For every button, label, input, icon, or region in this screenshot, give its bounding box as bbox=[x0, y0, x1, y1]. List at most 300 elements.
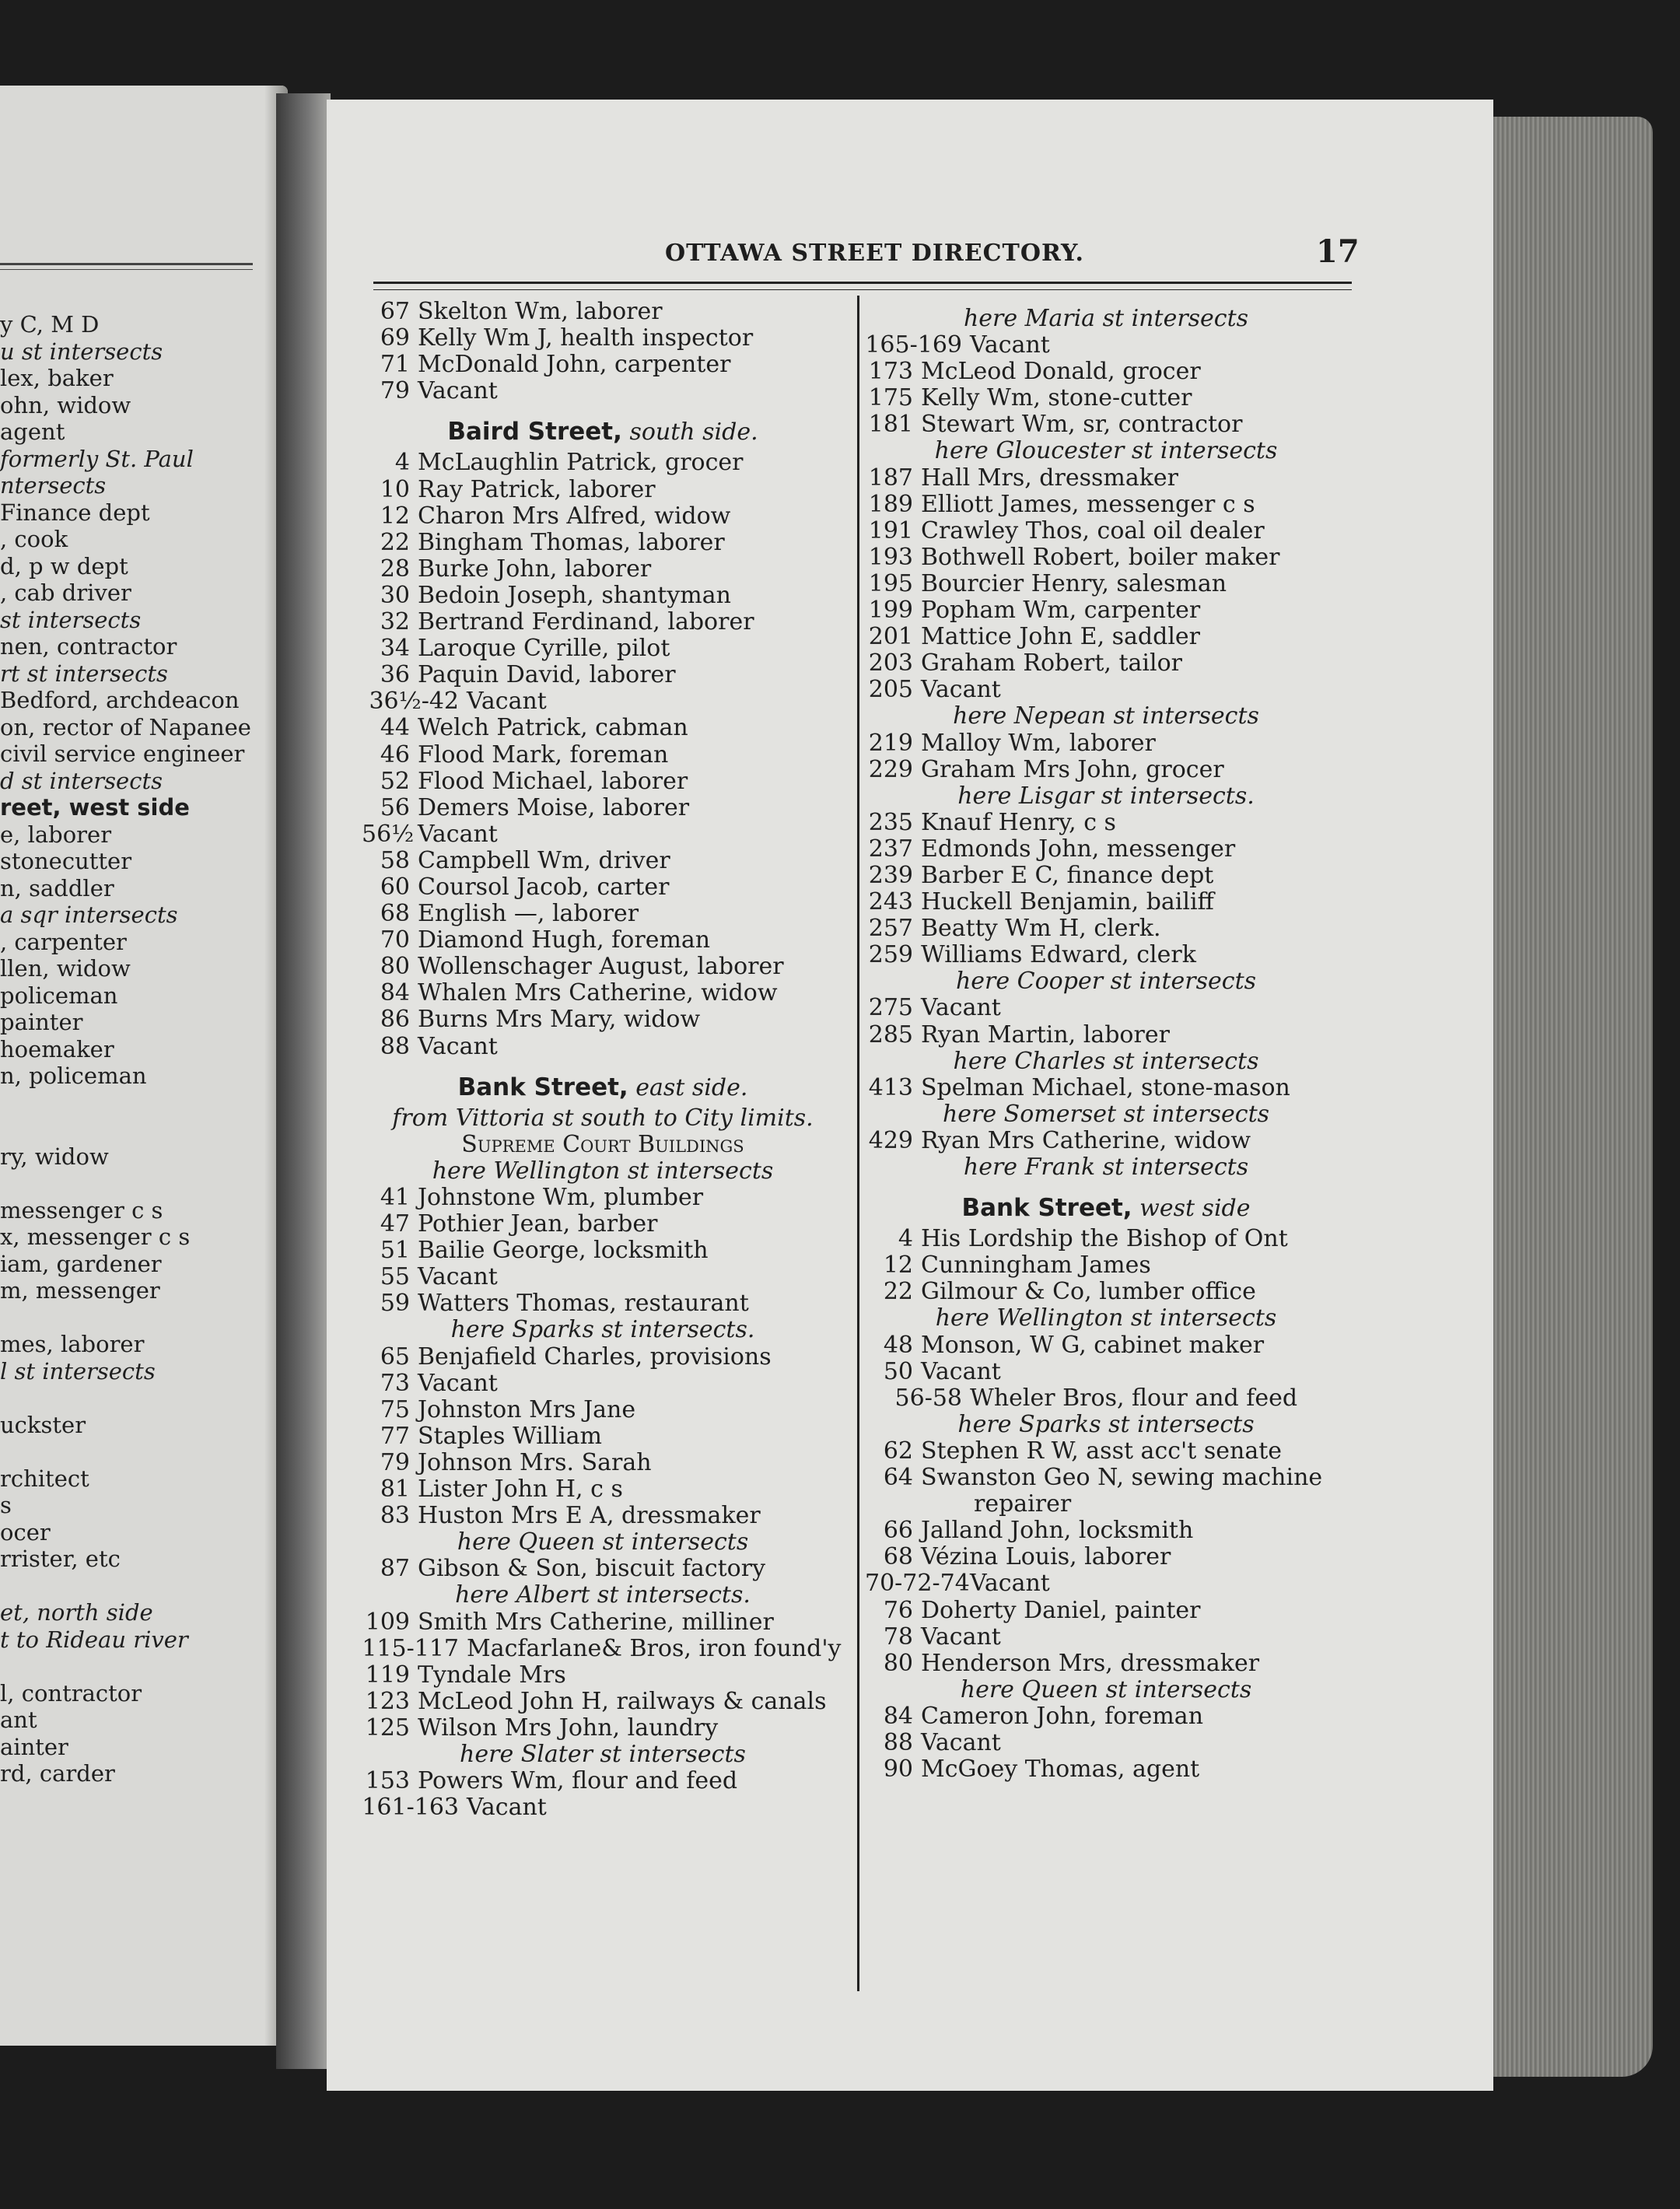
resident-name: Bingham Thomas, laborer bbox=[418, 528, 725, 556]
house-number: 257 bbox=[868, 915, 913, 943]
resident-name: Graham Robert, tailor bbox=[921, 649, 1182, 677]
resident-name: Wollenschager August, laborer bbox=[418, 953, 784, 981]
house-number: 71 bbox=[380, 351, 410, 379]
house-number: 201 bbox=[868, 623, 913, 651]
directory-entry bbox=[865, 1252, 1347, 1279]
house-number: 32 bbox=[380, 608, 410, 636]
fragment-line: rd, carder bbox=[0, 1760, 115, 1787]
house-number: 161-163 bbox=[362, 1794, 459, 1822]
column-divider bbox=[857, 296, 859, 1991]
house-number: 88 bbox=[380, 1032, 410, 1060]
street-heading bbox=[362, 418, 844, 445]
resident-name: His Lordship the Bishop of Ont bbox=[921, 1225, 1288, 1253]
house-number: 4 bbox=[898, 1225, 913, 1253]
directory-entry bbox=[865, 544, 1347, 571]
resident-name: Vacant bbox=[467, 688, 547, 716]
resident-name: Burns Mrs Mary, widow bbox=[418, 1006, 701, 1034]
fragment-line bbox=[0, 1170, 264, 1197]
resident-name: McGoey Thomas, agent bbox=[921, 1756, 1200, 1784]
street-name: Baird Street, bbox=[447, 418, 622, 446]
house-number: 68 bbox=[883, 1543, 913, 1571]
intersection-note: here Queen st intersects bbox=[960, 1675, 1252, 1703]
house-number: 56½ bbox=[362, 820, 415, 848]
house-number: 191 bbox=[868, 516, 913, 544]
resident-name: Vacant bbox=[418, 1032, 498, 1060]
house-number: 205 bbox=[868, 676, 913, 704]
left-column bbox=[362, 299, 844, 1821]
house-number: 44 bbox=[380, 714, 410, 742]
directory-entry bbox=[865, 1465, 1347, 1491]
house-number: 34 bbox=[380, 635, 410, 663]
fragment-line bbox=[0, 1653, 264, 1680]
intersection-note: here Wellington st intersects bbox=[935, 1304, 1277, 1332]
house-number: 56-58 bbox=[894, 1384, 962, 1412]
fragment-line: policeman bbox=[0, 982, 118, 1009]
directory-entry bbox=[362, 1211, 844, 1238]
house-number: 275 bbox=[868, 994, 913, 1022]
resident-name: Flood Mark, foreman bbox=[418, 740, 669, 768]
house-number: 59 bbox=[380, 1290, 410, 1318]
directory-entry bbox=[362, 715, 844, 741]
fragment-line: ry, widow bbox=[0, 1143, 109, 1170]
fragment-line: Finance dept bbox=[0, 499, 150, 526]
resident-name: Gibson & Son, biscuit factory bbox=[418, 1555, 766, 1583]
fragment-line bbox=[0, 1090, 264, 1117]
fragment-line: Bedford, archdeacon bbox=[0, 687, 240, 713]
house-number: 81 bbox=[380, 1476, 410, 1504]
house-number: 80 bbox=[883, 1649, 913, 1677]
resident-name: Bailie George, locksmith bbox=[418, 1237, 709, 1265]
house-number: 195 bbox=[868, 569, 913, 597]
house-number: 235 bbox=[868, 808, 913, 836]
resident-name: Hall Mrs, dressmaker bbox=[921, 464, 1178, 492]
resident-name: Burke John, laborer bbox=[418, 555, 652, 583]
left-header-rule-thin bbox=[0, 269, 253, 270]
directory-entry bbox=[865, 1022, 1347, 1048]
street-side: west side bbox=[1139, 1195, 1251, 1223]
directory-entry bbox=[865, 810, 1347, 836]
house-number: 50 bbox=[883, 1357, 913, 1385]
resident-name: Jalland John, locksmith bbox=[921, 1517, 1194, 1545]
directory-entry bbox=[362, 874, 844, 901]
house-number: 285 bbox=[868, 1020, 913, 1048]
resident-name: Coursol Jacob, carter bbox=[418, 873, 670, 901]
house-number: 36 bbox=[380, 661, 410, 689]
resident-name: Lister John H, c s bbox=[418, 1476, 623, 1504]
fragment-line: nen, contractor bbox=[0, 633, 177, 660]
directory-entry bbox=[362, 742, 844, 768]
fragment-line: a sqr intersects bbox=[0, 901, 178, 928]
fragment-line: n, policeman bbox=[0, 1062, 147, 1089]
fragment-line: agent bbox=[0, 418, 65, 445]
directory-entry bbox=[362, 1344, 844, 1371]
house-number: 84 bbox=[883, 1702, 913, 1730]
house-number: 12 bbox=[380, 502, 410, 530]
directory-entry bbox=[362, 927, 844, 954]
resident-name: Macfarlane& Bros, iron found'y bbox=[467, 1634, 842, 1662]
house-number: 73 bbox=[380, 1369, 410, 1397]
directory-entry bbox=[362, 1034, 844, 1060]
intersection-note: here Somerset st intersects bbox=[942, 1100, 1270, 1128]
house-number: 239 bbox=[868, 861, 913, 889]
directory-entry bbox=[865, 359, 1347, 385]
directory-entry bbox=[865, 385, 1347, 411]
directory-entry bbox=[362, 1371, 844, 1397]
intersection-note: here Queen st intersects bbox=[457, 1528, 749, 1556]
resident-name: Wheler Bros, flour and feed bbox=[970, 1384, 1298, 1412]
house-number: 109 bbox=[365, 1608, 410, 1636]
house-number: 52 bbox=[380, 767, 410, 795]
resident-name: Cameron John, foreman bbox=[921, 1702, 1204, 1730]
fragment-line bbox=[0, 1116, 264, 1143]
street-range-note: from Vittoria st south to City limits. bbox=[392, 1104, 814, 1132]
resident-name: Vacant bbox=[418, 1263, 498, 1291]
house-number: 4 bbox=[394, 449, 410, 477]
header-rule-thick bbox=[373, 282, 1352, 284]
fragment-line: u st intersects bbox=[0, 338, 163, 365]
house-number: 203 bbox=[868, 649, 913, 677]
resident-name: McDonald John, carpenter bbox=[418, 351, 731, 379]
directory-entry bbox=[362, 848, 844, 874]
fragment-line: ntersects bbox=[0, 472, 107, 499]
directory-entry bbox=[865, 836, 1347, 863]
fragment-line: ant bbox=[0, 1707, 37, 1733]
directory-entry bbox=[362, 1794, 844, 1821]
book-spine-shadow bbox=[276, 93, 331, 2069]
fragment-line bbox=[0, 1573, 264, 1600]
house-number: 47 bbox=[380, 1210, 410, 1238]
directory-entry bbox=[865, 863, 1347, 889]
directory-entry bbox=[362, 1636, 844, 1662]
resident-name: Spelman Michael, stone-mason bbox=[921, 1073, 1290, 1101]
directory-entry bbox=[865, 677, 1347, 703]
house-number: 46 bbox=[380, 740, 410, 768]
directory-entry bbox=[865, 1756, 1347, 1783]
directory-entry bbox=[362, 1609, 844, 1636]
directory-entry bbox=[865, 1544, 1347, 1570]
resident-name: Doherty Daniel, painter bbox=[921, 1596, 1201, 1624]
intersection-note: here Gloucester st intersects bbox=[934, 437, 1278, 465]
directory-entry bbox=[362, 688, 844, 715]
intersection-note: here Sparks st intersects bbox=[957, 1410, 1255, 1438]
fragment-line: llen, widow bbox=[0, 955, 131, 982]
house-number: 78 bbox=[883, 1623, 913, 1651]
directory-entry bbox=[362, 1185, 844, 1211]
directory-entry bbox=[865, 1624, 1347, 1651]
resident-name: Diamond Hugh, foreman bbox=[418, 926, 711, 954]
fragment-line: , carpenter bbox=[0, 928, 127, 955]
fragment-line: lex, baker bbox=[0, 365, 114, 391]
house-number: 67 bbox=[380, 298, 410, 325]
directory-entry bbox=[362, 530, 844, 556]
directory-entry bbox=[362, 795, 844, 821]
street-side: south side. bbox=[629, 418, 758, 446]
directory-entry bbox=[362, 1397, 844, 1423]
house-number: 75 bbox=[380, 1395, 410, 1423]
resident-name: Ryan Mrs Catherine, widow bbox=[921, 1126, 1251, 1154]
house-number: 55 bbox=[380, 1263, 410, 1291]
intersection-note: here Sparks st intersects. bbox=[450, 1316, 755, 1344]
house-number: 79 bbox=[380, 377, 410, 405]
resident-name: McLeod Donald, grocer bbox=[921, 358, 1201, 386]
resident-name: Johnston Mrs Jane bbox=[418, 1395, 636, 1423]
intersection-note: here Wellington st intersects bbox=[432, 1157, 774, 1185]
fragment-line: formerly St. Paul bbox=[0, 445, 194, 472]
resident-name: Williams Edward, clerk bbox=[921, 941, 1196, 969]
resident-name: Vacant bbox=[921, 676, 1001, 704]
directory-entry bbox=[865, 995, 1347, 1021]
fragment-line: , cab driver bbox=[0, 579, 131, 606]
resident-name: English —, laborer bbox=[418, 900, 639, 928]
house-number: 173 bbox=[868, 358, 913, 386]
directory-entry bbox=[865, 1226, 1347, 1252]
fragment-line: mes, laborer bbox=[0, 1331, 145, 1357]
resident-name: Bertrand Ferdinand, laborer bbox=[418, 608, 754, 636]
house-number: 56 bbox=[380, 793, 410, 821]
street-name: Bank Street, bbox=[961, 1194, 1132, 1223]
resident-name: Smith Mrs Catherine, milliner bbox=[418, 1608, 774, 1636]
resident-name: Huckell Benjamin, bailiff bbox=[921, 888, 1214, 916]
directory-entry bbox=[865, 1359, 1347, 1385]
house-number: 30 bbox=[380, 581, 410, 609]
fragment-line: s bbox=[0, 1492, 12, 1518]
house-number: 64 bbox=[883, 1464, 913, 1492]
resident-name: Kelly Wm J, health inspector bbox=[418, 324, 754, 352]
intersection-note: here Charles st intersects bbox=[953, 1047, 1259, 1075]
resident-name: Kelly Wm, stone-cutter bbox=[921, 384, 1192, 412]
house-number: 10 bbox=[380, 475, 410, 503]
resident-name: McLaughlin Patrick, grocer bbox=[418, 449, 744, 477]
resident-name: Pothier Jean, barber bbox=[418, 1210, 658, 1238]
resident-name: Henderson Mrs, dressmaker bbox=[921, 1649, 1260, 1677]
house-number: 125 bbox=[365, 1714, 410, 1742]
resident-name: Knauf Henry, c s bbox=[921, 808, 1116, 836]
house-number: 84 bbox=[380, 979, 410, 1007]
resident-name: Skelton Wm, laborer bbox=[418, 298, 663, 325]
fragment-line: ohn, widow bbox=[0, 391, 131, 418]
directory-entry bbox=[362, 1662, 844, 1689]
directory-entry bbox=[362, 503, 844, 530]
intersection-note: here Frank st intersects bbox=[963, 1154, 1249, 1181]
resident-name: Bothwell Robert, boiler maker bbox=[921, 543, 1280, 571]
directory-entry bbox=[362, 954, 844, 980]
resident-name: Stephen R W, asst acc't senate bbox=[921, 1437, 1283, 1465]
resident-name: Swanston Geo N, sewing machine bbox=[921, 1464, 1323, 1492]
house-number: 76 bbox=[883, 1596, 913, 1624]
house-number: 77 bbox=[380, 1422, 410, 1450]
left-page-fragment bbox=[0, 86, 288, 2046]
fragment-line bbox=[0, 1438, 264, 1465]
house-number: 175 bbox=[868, 384, 913, 412]
house-number: 58 bbox=[380, 846, 410, 874]
house-number: 12 bbox=[883, 1252, 913, 1280]
page-stack-edge bbox=[1482, 117, 1653, 2077]
directory-entry bbox=[865, 411, 1347, 438]
fragment-line: hoemaker bbox=[0, 1035, 114, 1062]
house-number: 69 bbox=[380, 324, 410, 352]
house-number: 65 bbox=[380, 1343, 410, 1371]
house-number: 68 bbox=[380, 900, 410, 928]
house-number: 87 bbox=[380, 1555, 410, 1583]
resident-name: Campbell Wm, driver bbox=[418, 846, 670, 874]
resident-name: Vacant bbox=[921, 1623, 1001, 1651]
fragment-line: t to Rideau river bbox=[0, 1626, 188, 1653]
house-number: 153 bbox=[365, 1767, 410, 1795]
right-column bbox=[865, 306, 1347, 1783]
resident-name: Vacant bbox=[921, 994, 1001, 1022]
fragment-line: rchitect bbox=[0, 1465, 89, 1492]
house-number: 83 bbox=[380, 1502, 410, 1530]
fragment-line: ainter bbox=[0, 1733, 68, 1760]
directory-entry bbox=[865, 1332, 1347, 1359]
house-number: 28 bbox=[380, 555, 410, 583]
resident-name: McLeod John H, railways & canals bbox=[418, 1687, 827, 1715]
fragment-line: stonecutter bbox=[0, 848, 132, 874]
directory-entry bbox=[865, 492, 1347, 518]
resident-name: Monson, W G, cabinet maker bbox=[921, 1331, 1265, 1359]
directory-entry bbox=[362, 1423, 844, 1450]
resident-name: Gilmour & Co, lumber office bbox=[921, 1278, 1256, 1306]
resident-name: Vacant bbox=[418, 820, 498, 848]
house-number: 22 bbox=[380, 528, 410, 556]
directory-entry bbox=[362, 821, 844, 848]
house-number: 70 bbox=[380, 926, 410, 954]
directory-entry bbox=[362, 980, 844, 1006]
resident-name: Powers Wm, flour and feed bbox=[418, 1767, 738, 1795]
building-label: Supreme Court Buildings bbox=[461, 1130, 744, 1158]
resident-name: Vacant bbox=[970, 1570, 1050, 1598]
directory-entry bbox=[865, 1730, 1347, 1756]
directory-entry bbox=[362, 901, 844, 927]
left-header-rule bbox=[0, 263, 253, 265]
fragment-line: l st intersects bbox=[0, 1357, 156, 1385]
header-rule-thin bbox=[373, 289, 1352, 290]
resident-name: Welch Patrick, cabman bbox=[418, 714, 688, 742]
directory-entry bbox=[865, 1703, 1347, 1730]
fragment-line bbox=[0, 1385, 264, 1412]
directory-entry bbox=[865, 1570, 1347, 1597]
fragment-line: d, p w dept bbox=[0, 552, 128, 579]
fragment-line: d st intersects bbox=[0, 767, 163, 794]
directory-entry bbox=[362, 583, 844, 609]
directory-entry bbox=[865, 1279, 1347, 1305]
house-number: 229 bbox=[868, 755, 913, 783]
street-side: east side. bbox=[635, 1073, 748, 1101]
intersection-note: here Maria st intersects bbox=[963, 305, 1249, 332]
house-number: 187 bbox=[868, 464, 913, 492]
fragment-line: ocer bbox=[0, 1518, 51, 1546]
house-number: 259 bbox=[868, 941, 913, 969]
fragment-line bbox=[0, 1304, 264, 1332]
house-number: 79 bbox=[380, 1448, 410, 1476]
intersection-note: here Cooper st intersects bbox=[955, 968, 1257, 996]
fragment-line: y C, M D bbox=[0, 311, 100, 338]
directory-entry bbox=[865, 1075, 1347, 1101]
directory-entry bbox=[362, 378, 844, 404]
fragment-line: messenger c s bbox=[0, 1196, 163, 1224]
directory-entry bbox=[865, 571, 1347, 597]
house-number: 66 bbox=[883, 1517, 913, 1545]
directory-entry bbox=[865, 889, 1347, 915]
directory-entry bbox=[865, 597, 1347, 624]
street-heading bbox=[865, 1195, 1347, 1221]
directory-entry bbox=[362, 662, 844, 688]
house-number: 62 bbox=[883, 1437, 913, 1465]
fragment-line: civil service engineer bbox=[0, 740, 245, 767]
directory-entry bbox=[865, 650, 1347, 677]
directory-entry bbox=[865, 1518, 1347, 1544]
fragment-line: painter bbox=[0, 1009, 83, 1035]
directory-entry bbox=[362, 1264, 844, 1290]
directory-entry bbox=[362, 556, 844, 583]
house-number: 189 bbox=[868, 490, 913, 518]
running-header: OTTAWA STREET DIRECTORY. bbox=[665, 240, 1084, 267]
intersection-note: here Slater st intersects bbox=[460, 1740, 746, 1768]
resident-name: Beatty Wm H, clerk. bbox=[921, 915, 1161, 943]
directory-entry bbox=[362, 1503, 844, 1529]
house-number: 51 bbox=[380, 1237, 410, 1265]
house-number: 165-169 bbox=[865, 331, 962, 359]
resident-name: Whalen Mrs Catherine, widow bbox=[418, 979, 778, 1007]
directory-entry bbox=[865, 1385, 1347, 1412]
house-number: 80 bbox=[380, 953, 410, 981]
house-number: 199 bbox=[868, 597, 913, 625]
street-name: Bank Street, bbox=[457, 1073, 628, 1101]
house-number: 413 bbox=[868, 1073, 913, 1101]
resident-name: Johnstone Wm, plumber bbox=[418, 1184, 704, 1211]
street-heading bbox=[362, 1074, 844, 1101]
house-number: 86 bbox=[380, 1006, 410, 1034]
house-number: 429 bbox=[868, 1126, 913, 1154]
fragment-line: m, messenger bbox=[0, 1277, 160, 1304]
house-number: 36½-42 bbox=[369, 688, 459, 716]
directory-entry bbox=[865, 757, 1347, 783]
directory-entry bbox=[362, 450, 844, 476]
house-number: 88 bbox=[883, 1728, 913, 1756]
resident-name: Vacant bbox=[418, 377, 498, 405]
fragment-line: l, contractor bbox=[0, 1679, 142, 1707]
house-number: 219 bbox=[868, 729, 913, 757]
resident-name: Vacant bbox=[970, 331, 1050, 359]
resident-name: Bedoin Joseph, shantyman bbox=[418, 581, 731, 609]
directory-entry bbox=[865, 942, 1347, 968]
directory-entry bbox=[362, 1768, 844, 1794]
directory-entry bbox=[865, 518, 1347, 544]
resident-name: Huston Mrs E A, dressmaker bbox=[418, 1502, 761, 1530]
resident-name: Bourcier Henry, salesman bbox=[921, 569, 1227, 597]
directory-entry bbox=[865, 915, 1347, 942]
resident-name: Elliott James, messenger c s bbox=[921, 490, 1255, 518]
resident-name: Staples William bbox=[418, 1422, 602, 1450]
resident-name: Vézina Louis, laborer bbox=[921, 1543, 1171, 1571]
fragment-line: rt st intersects bbox=[0, 660, 168, 687]
house-number: 60 bbox=[380, 873, 410, 901]
directory-entry bbox=[865, 1438, 1347, 1465]
resident-name: Stewart Wm, sr, contractor bbox=[921, 411, 1243, 439]
directory-entry bbox=[362, 768, 844, 795]
house-number: 22 bbox=[883, 1278, 913, 1306]
left-page-text bbox=[0, 311, 264, 1787]
intersection-note: here Nepean st intersects bbox=[953, 702, 1259, 730]
house-number: 243 bbox=[868, 888, 913, 916]
fragment-line: uckster bbox=[0, 1411, 86, 1438]
house-number: 48 bbox=[883, 1331, 913, 1359]
directory-entry bbox=[362, 609, 844, 635]
resident-name: Malloy Wm, laborer bbox=[921, 729, 1156, 757]
resident-name: Vacant bbox=[467, 1794, 547, 1822]
directory-entry bbox=[362, 477, 844, 503]
directory-entry bbox=[865, 730, 1347, 757]
